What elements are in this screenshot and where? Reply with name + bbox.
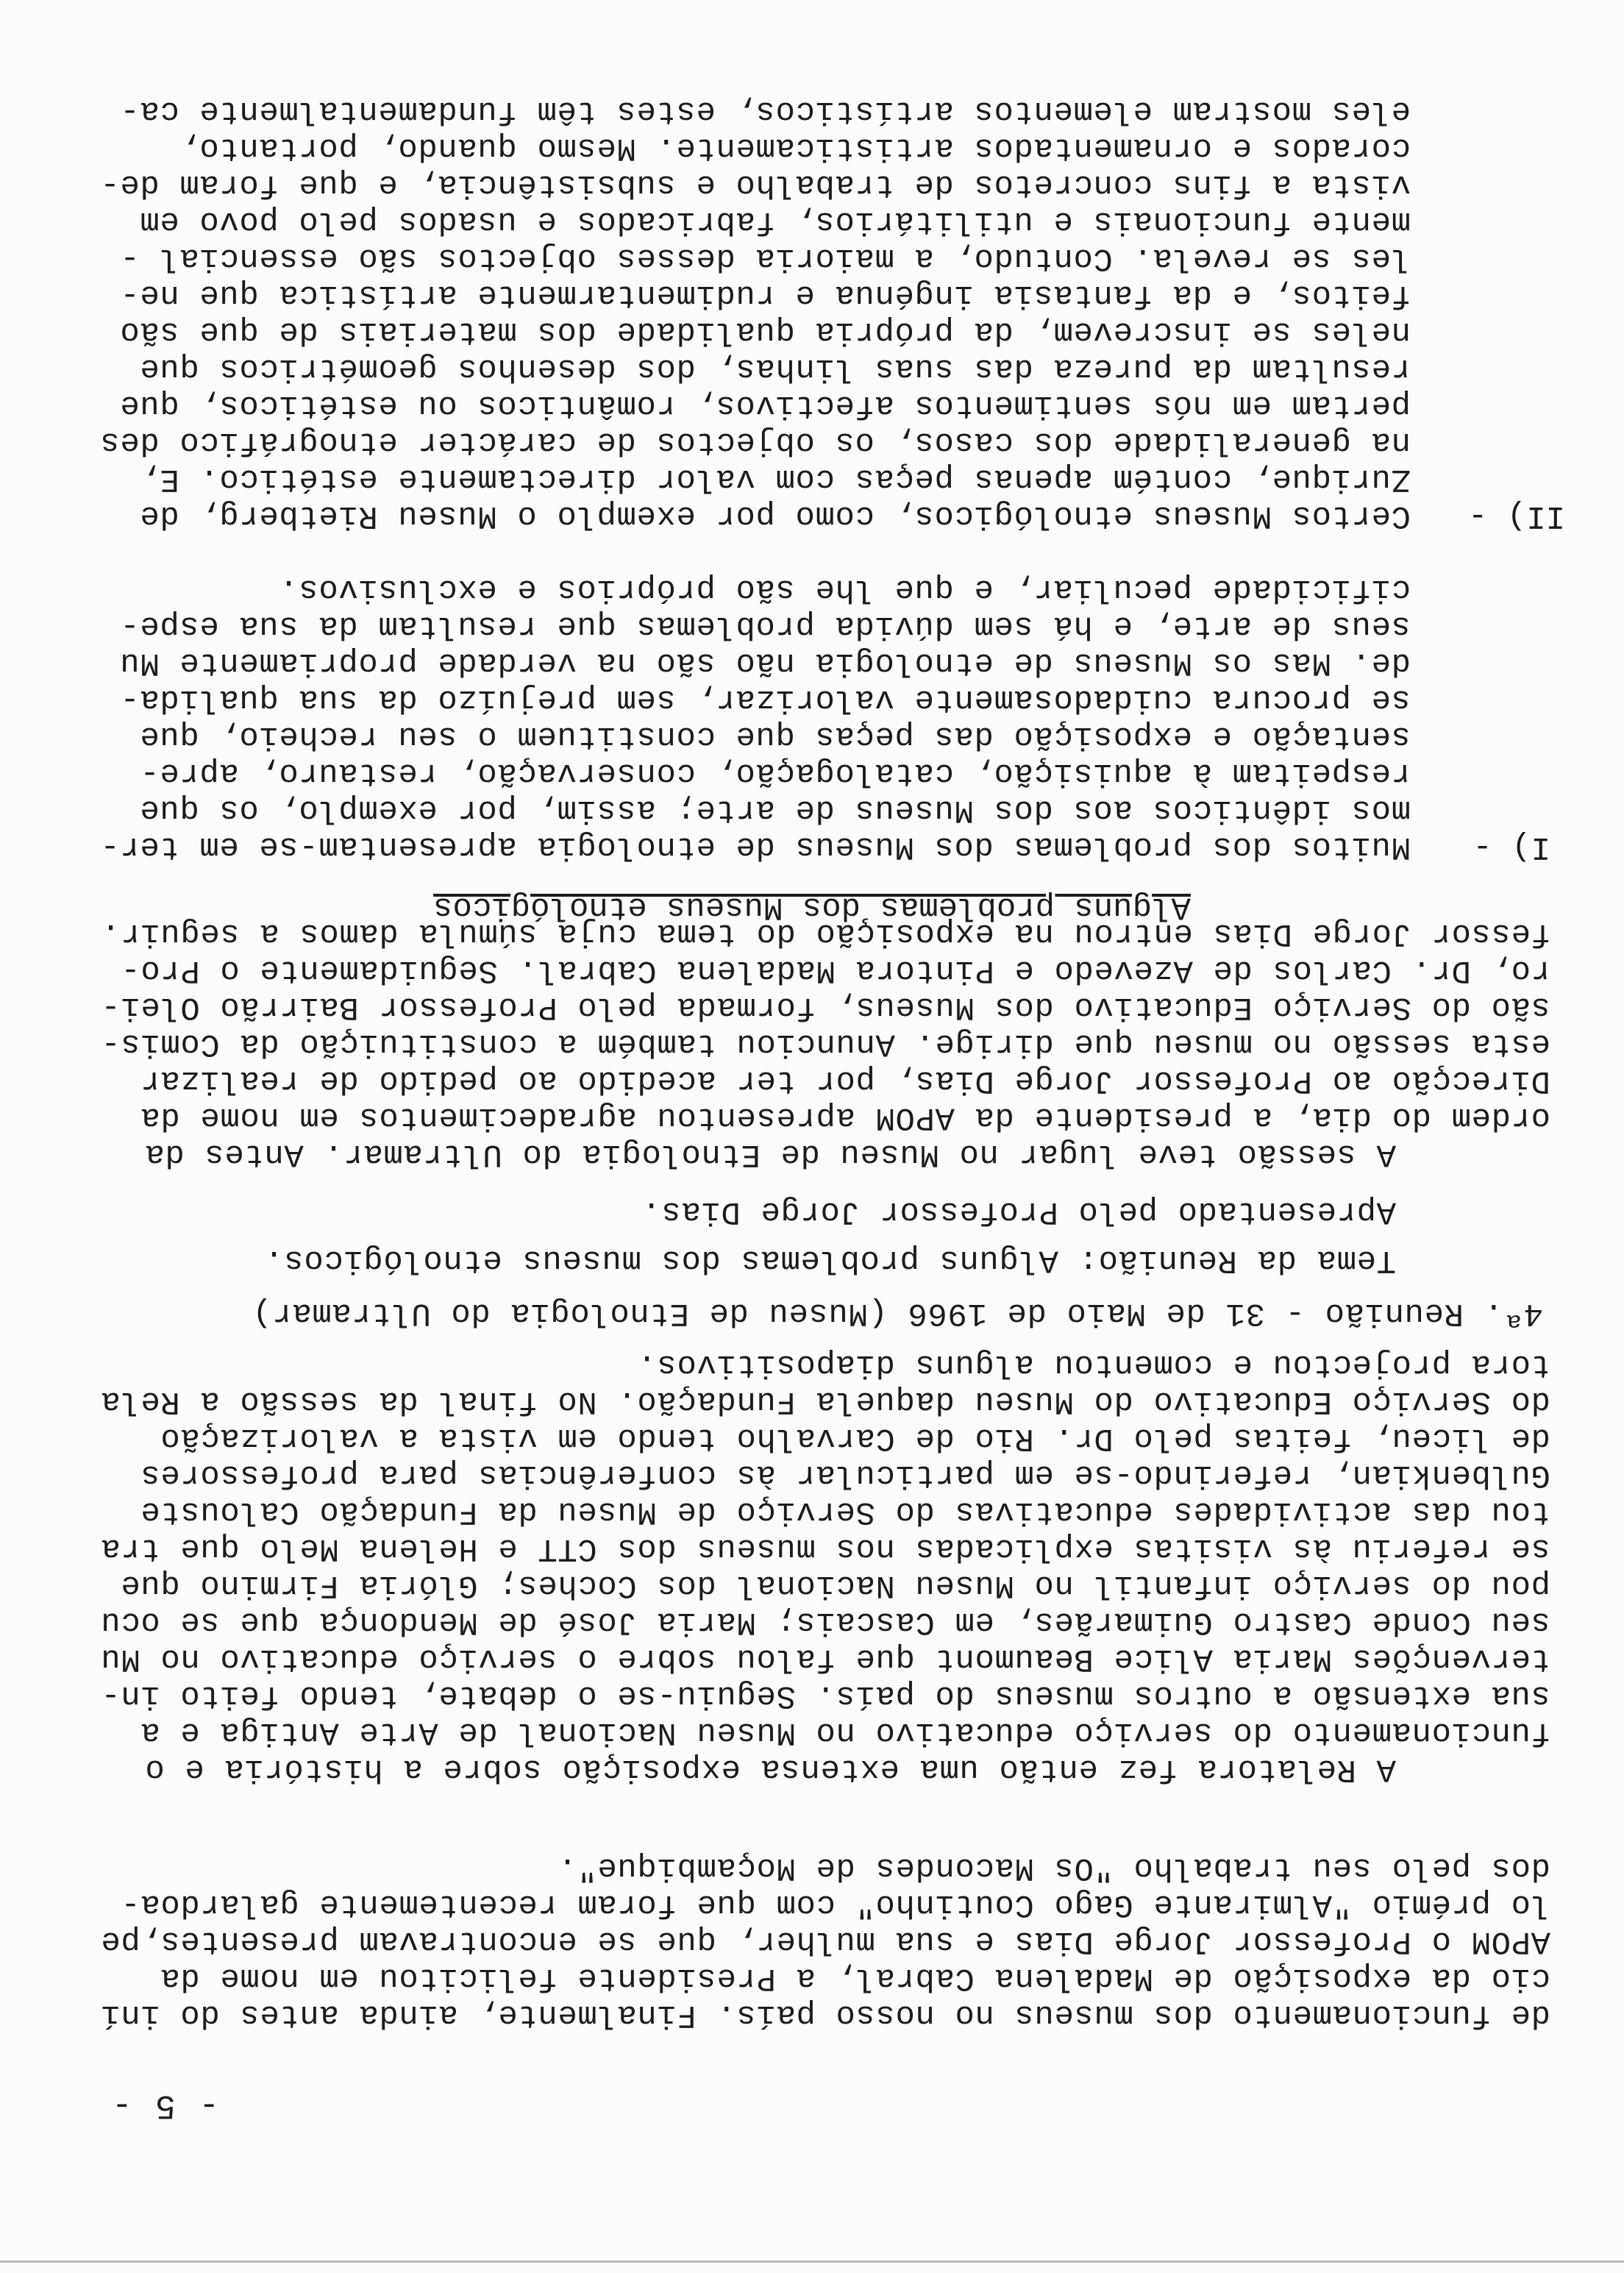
tema-line: Tema da Reunião: Alguns problemas dos museus etnológicos. [263, 1242, 1396, 1278]
text-line: vista a fins concretos de trabalho e subsistência, e que foram de- [99, 166, 1411, 203]
point-one-paragraph [79, 571, 1411, 865]
reuniao-header [87, 1295, 1550, 1331]
text-line: esta sessão no museu que dirige. Anunciou também a constituição da Comis- [100, 1025, 1550, 1062]
text-line: Certos Museus etnológicos, como por exemplo o Museu Rietberg, de [139, 497, 1411, 534]
text-line: se referiu às visitas explicadas nos museus dos CTT e Helena Melo que tra [100, 1530, 1550, 1567]
text-line: tervenções Maria Alice Beaumont que falou sobre o serviço educativo no Mu [100, 1640, 1550, 1677]
section-heading: Alguns problemas dos Museus etnológicos [433, 889, 1191, 925]
text-line: de liceu, feitas pelo Dr. Rio de Carvalho tendo em vista a valorização [160, 1420, 1550, 1456]
text-line: fessor Jorge Dias entrou na exposição do tema cuja súmula damos a seguir. [100, 915, 1550, 952]
text-line: feitos, e da fantasia ingénua e rudimentarmente artística que ne- [119, 277, 1411, 313]
apresentado-line: Apresentado pelo Professor Jorge Dias. [641, 1193, 1396, 1230]
text-line: tou das actividades educativas do Serviço de Museu da Fundação Calouste [140, 1493, 1550, 1530]
point-marker: I) - [1472, 828, 1550, 865]
text-line: funcionamento do serviço educativo no Museu Nacional de Arte Antiga e a [140, 1714, 1550, 1751]
text-line: seu Conde Castro Guimarães, em Cascais; Maria José de Mendonça que se ocu [100, 1604, 1550, 1640]
text-line: A Relatora fez então uma extensa exposição sobre a história e o [144, 1751, 1396, 1788]
text-line: são do Serviço Educativo dos Museus, formada pelo Professor Bairrão Olei- [100, 989, 1550, 1025]
text-line: resultam da pureza das suas linhas, dos desenhos geométricos que [139, 350, 1411, 387]
page-number: - 5 - [110, 2086, 219, 2124]
relatora-paragraph [87, 1346, 1550, 1788]
text-line: Muitos dos problemas dos Museus de etnologia apresentam-se em ter- [99, 828, 1411, 865]
text-line: Gulbenkian, referindo-se em particular às conferências para professores [140, 1456, 1550, 1493]
reuniao-title: 4ª. Reunião - 31 de Maio de 1966 (Museu de Etnologia do Ultramar) [252, 1295, 1543, 1331]
text-line: ordem do dia, a presidente da APOM apresentou agradecimentos em nome da [140, 1099, 1550, 1136]
text-line: les se revela. Contudo, a maioria desses objectos são essencial - [119, 240, 1411, 277]
text-line: Direcção ao Professor Jorge Dias, por ter acedido ao pedido de realizar [140, 1062, 1550, 1099]
text-line: do Serviço Educativo do Museu daquela Fundação. No final da sessão a Rela [100, 1383, 1550, 1420]
text-line: respeitam à aquisição, catalogação, conservação, restauro, apre- [139, 755, 1411, 792]
text-line: pou do serviço infantil no Museu Nacional dos Coches; Glória Firmino que [120, 1567, 1550, 1604]
text-line: A sessão teve lugar no Museu de Etnologia do Ultramar. Antes da [144, 1136, 1396, 1173]
text-line: de. Mas os Museus de etnologia não são na verdade propriamente Mu [119, 644, 1411, 681]
text-line: APOM o Professor Jorge Dias e sua mulher, que se encontravam presentes,pe [100, 1923, 1550, 1960]
text-line: dos pelo seu trabalho "Os Macondes de Moçambique". [557, 1849, 1550, 1886]
text-line: sua extensão a outros museus do país. Seguiu-se o debate, tendo feito in- [100, 1677, 1550, 1714]
text-line: cio da exposição de Madalena Cabral, a Presidente felicitou em nome da [160, 1960, 1550, 1996]
text-line: se procura cuidadosamente valorizar, sem prejuízo da sua qualida- [119, 681, 1411, 718]
text-line: na generalidade dos casos, os objectos de carácter etnográfico des [99, 424, 1411, 460]
text-line: pertam em nós sentimentos afectivos, românticos ou estéticos, que [119, 387, 1411, 424]
sessao-paragraph [87, 915, 1550, 1173]
text-line: eles mostram elementos artísticos, estes têm fundamentalmente ca- [119, 93, 1411, 129]
text-line: mente funcionais e utilitários, fabricados e usados pelo povo em [139, 203, 1411, 240]
text-line: sentação e exposição das peças que constituem o seu recheio, que [139, 718, 1411, 755]
text-line: tora projectou e comentou alguns diapositivos. [636, 1346, 1550, 1383]
text-line: corados e ornamentados artisticamente. Mesmo quando, portanto, [179, 129, 1411, 166]
reuniao-tema [87, 1242, 1550, 1278]
text-line: cificidade peculiar, e que lhe são próprios e exclusivos. [278, 571, 1411, 608]
text-line: lo prémio "Almirante Gago Coutinho" com que foram recentemente galardoa- [120, 1886, 1550, 1923]
reuniao-apresentado [87, 1193, 1550, 1230]
text-line: ro, Dr. Carlos de Azevedo e Pintora Madalena Cabral. Seguidamente o Pro- [120, 952, 1550, 989]
text-line: seus de arte, e há sem dúvida problemas que resultam da sua espe- [119, 608, 1411, 644]
text-line: Zurique, contém apenas peças com valor directamente estético. E, [139, 460, 1411, 497]
scan-edge-line [0, 2260, 1624, 2263]
point-marker: II) - [1467, 497, 1565, 534]
point-two-paragraph [79, 93, 1411, 534]
intro-paragraph [87, 1849, 1550, 2033]
text-line: neles se inscrevem, da própria qualidade dos materiais de que são [119, 313, 1411, 350]
text-line: de funcionamento dos museus no nosso país. Finalmente, ainda antes do iní [100, 1996, 1550, 2033]
text-line: mos idênticos aos dos Museus de arte; assim, por exemplo, os que [139, 792, 1411, 828]
